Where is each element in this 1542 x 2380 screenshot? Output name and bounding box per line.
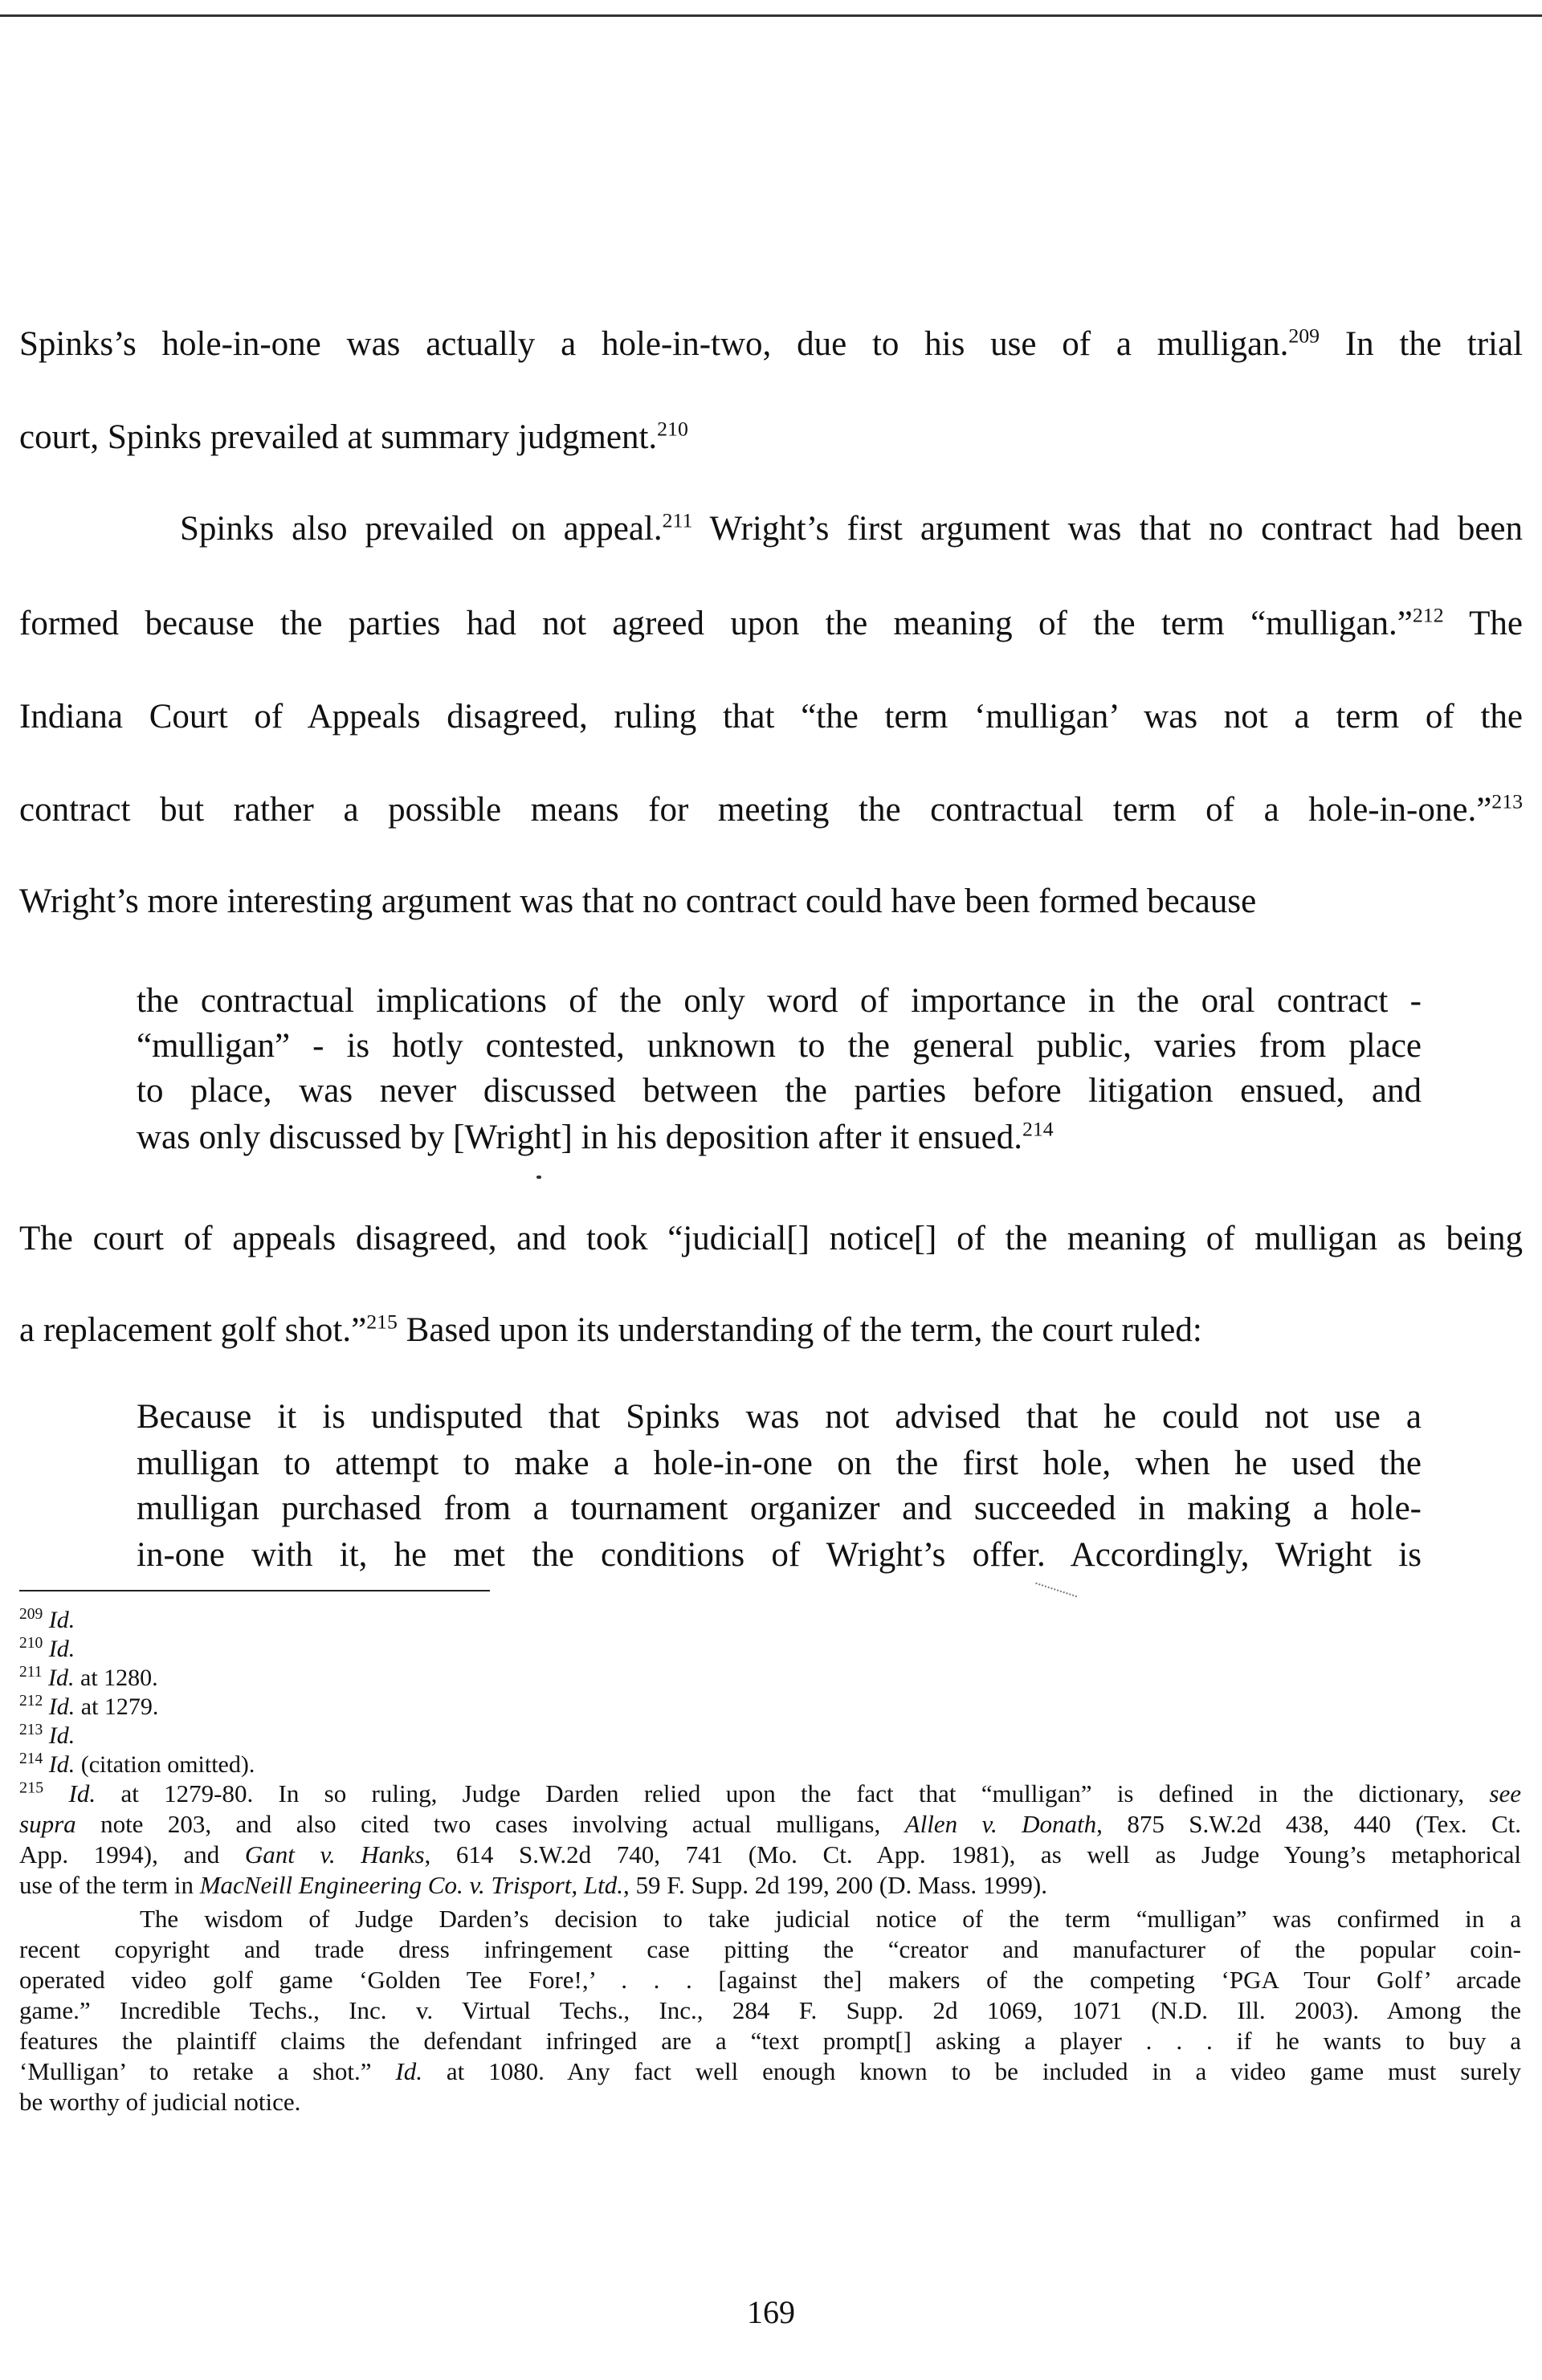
footnote-215-line: App. 1994), and Gant v. Hanks, 614 S.W.2d 740, 741 (Mo. Ct. App. 1981), as well as Judge Young’s metaphorical [19, 1840, 1522, 1869]
footnote-215-line: be worthy of judicial notice. [19, 2088, 301, 2116]
footnote-215-line: recent copyright and trade dress infringement case pitting the “creator and manufacturer of the popular coin- [19, 1935, 1521, 1963]
body-line [19, 418, 1523, 458]
body-line [19, 1219, 1523, 1259]
stray-mark [1026, 1583, 1077, 1628]
text: formed because the parties had not agreed upon the meaning of the term “mulligan.” [19, 605, 1413, 642]
footnote-ref: 210 [657, 417, 688, 441]
footnote-214: $^{214}$ Id. (citation omitted). [19, 1750, 255, 1778]
page-top-rule [0, 14, 1542, 17]
text: court, Spinks prevailed at summary judgment. [19, 418, 658, 456]
footnote-ref: 214 [1022, 1117, 1054, 1141]
footnote-ref: 212 [1412, 603, 1444, 627]
footnote-215-line: supra note 203, and also cited two cases involving actual mulligans, Allen v. Donath, 875 S.W.2d 438, 440 (Tex. Ct. [19, 1810, 1521, 1838]
body-line [19, 882, 1523, 922]
footnote-215-line: use of the term in MacNeill Engineering Co. v. Trisport, Ltd., 59 F. Supp. 2d 199, 200 (D. Mass. 1999). [19, 1871, 1047, 1899]
text: to place, was never discussed between the parties before litigation ensued, and [137, 1072, 1422, 1110]
text: Because it is undisputed that Spinks was not advised that he could not use a [137, 1398, 1422, 1436]
text: the contractual implications of the only word of importance in the oral contract - [137, 982, 1422, 1020]
body-line [180, 509, 1523, 549]
footnote-212: $^{212}$ Id. at 1279. [19, 1693, 159, 1720]
body-line [19, 1310, 1523, 1351]
footnote-215-line: ‘Mulligan’ to retake a shot.” Id. at 1080. Any fact well enough known to be included in a video game must surely [19, 2057, 1522, 2085]
footnote-ref: 209 [1288, 324, 1320, 348]
block-quote-line [137, 1397, 1422, 1437]
footnote-215-line: $^{215}$ Id. at 1279-80. In so ruling, Judge Darden relied upon the fact that “mulligan” is defined in the dictionary, see [19, 1779, 1522, 1807]
block-quote-line [137, 1071, 1422, 1111]
footnote-ref: 213 [1491, 789, 1523, 813]
footnote-209: $^{209}$ Id. [19, 1606, 75, 1633]
body-line [19, 604, 1523, 644]
text: Spinks’s hole-in-one was actually a hole-in-two, due to his use of a mulligan. [19, 325, 1289, 363]
text: “mulligan” - is hotly contested, unknown to the general public, varies from place [137, 1027, 1422, 1065]
text: mulligan to attempt to make a hole-in-one on the first hole, when he used the [137, 1445, 1422, 1482]
footnote-213: $^{213}$ Id. [19, 1722, 75, 1749]
page-number: 169 [747, 2294, 795, 2330]
body-line [19, 790, 1523, 830]
text: mulligan purchased from a tournament organizer and succeeded in making a hole- [137, 1490, 1422, 1527]
footnote-separator [19, 1590, 490, 1591]
block-quote-line [137, 981, 1422, 1021]
text: Wright’s first argument was that no contract had been [692, 510, 1523, 548]
text: in-one with it, he met the conditions of Wright’s offer. Accordingly, Wright is [137, 1536, 1422, 1574]
text: Indiana Court of Appeals disagreed, ruling that “the term ‘mulligan’ was not a term of the [19, 698, 1523, 736]
text: was only discussed by [Wright] in his deposition after it ensued. [137, 1119, 1022, 1156]
text: contract but rather a possible means for meeting the contractual term of a hole-in-one.” [19, 791, 1492, 829]
block-quote-line [137, 1118, 1422, 1158]
footnote-215-line: The wisdom of Judge Darden’s decision to take judicial notice of the term “mulligan” was confirmed in a [140, 1905, 1521, 1933]
footnote-215-line: operated video golf game ‘Golden Tee Fore!,’ . . . [against the] makers of the competing ‘PGA Tour Golf’ arcade [19, 1966, 1521, 1994]
text: Based upon its understanding of the term, the court ruled: [397, 1311, 1202, 1349]
block-quote-line [137, 1026, 1422, 1066]
text: The court of appeals disagreed, and took “judicial[] notice[] of the meaning of mulligan as being [19, 1220, 1523, 1257]
text: Spinks also prevailed on appeal. [180, 510, 663, 548]
footnote-215-line: features the plaintiff claims the defendant infringed are a “text prompt[] asking a player . . . if he wants to buy a [19, 2027, 1521, 2055]
block-quote-line [137, 1489, 1422, 1529]
body-line [19, 697, 1523, 737]
body-line [19, 324, 1523, 365]
block-quote-line [137, 1535, 1422, 1575]
footnote-ref: 215 [366, 1310, 398, 1334]
footnote-211: $^{211}$ Id. at 1280. [19, 1664, 158, 1691]
footnote-ref: 211 [662, 508, 693, 532]
footnote-210: $^{210}$ Id. [19, 1635, 75, 1662]
text: The [1443, 605, 1524, 642]
footnote-215-line: game.” Incredible Techs., Inc. v. Virtual Techs., Inc., 284 F. Supp. 2d 1069, 1071 (N.D. Ill. 2003). Among the [19, 1996, 1521, 2024]
text: Wright’s more interesting argument was that no contract could have been formed because [19, 882, 1257, 920]
stray-mark [536, 1176, 541, 1179]
text: a replacement golf shot.” [19, 1311, 367, 1349]
text: In the trial [1320, 325, 1523, 363]
block-quote-line [137, 1444, 1422, 1484]
